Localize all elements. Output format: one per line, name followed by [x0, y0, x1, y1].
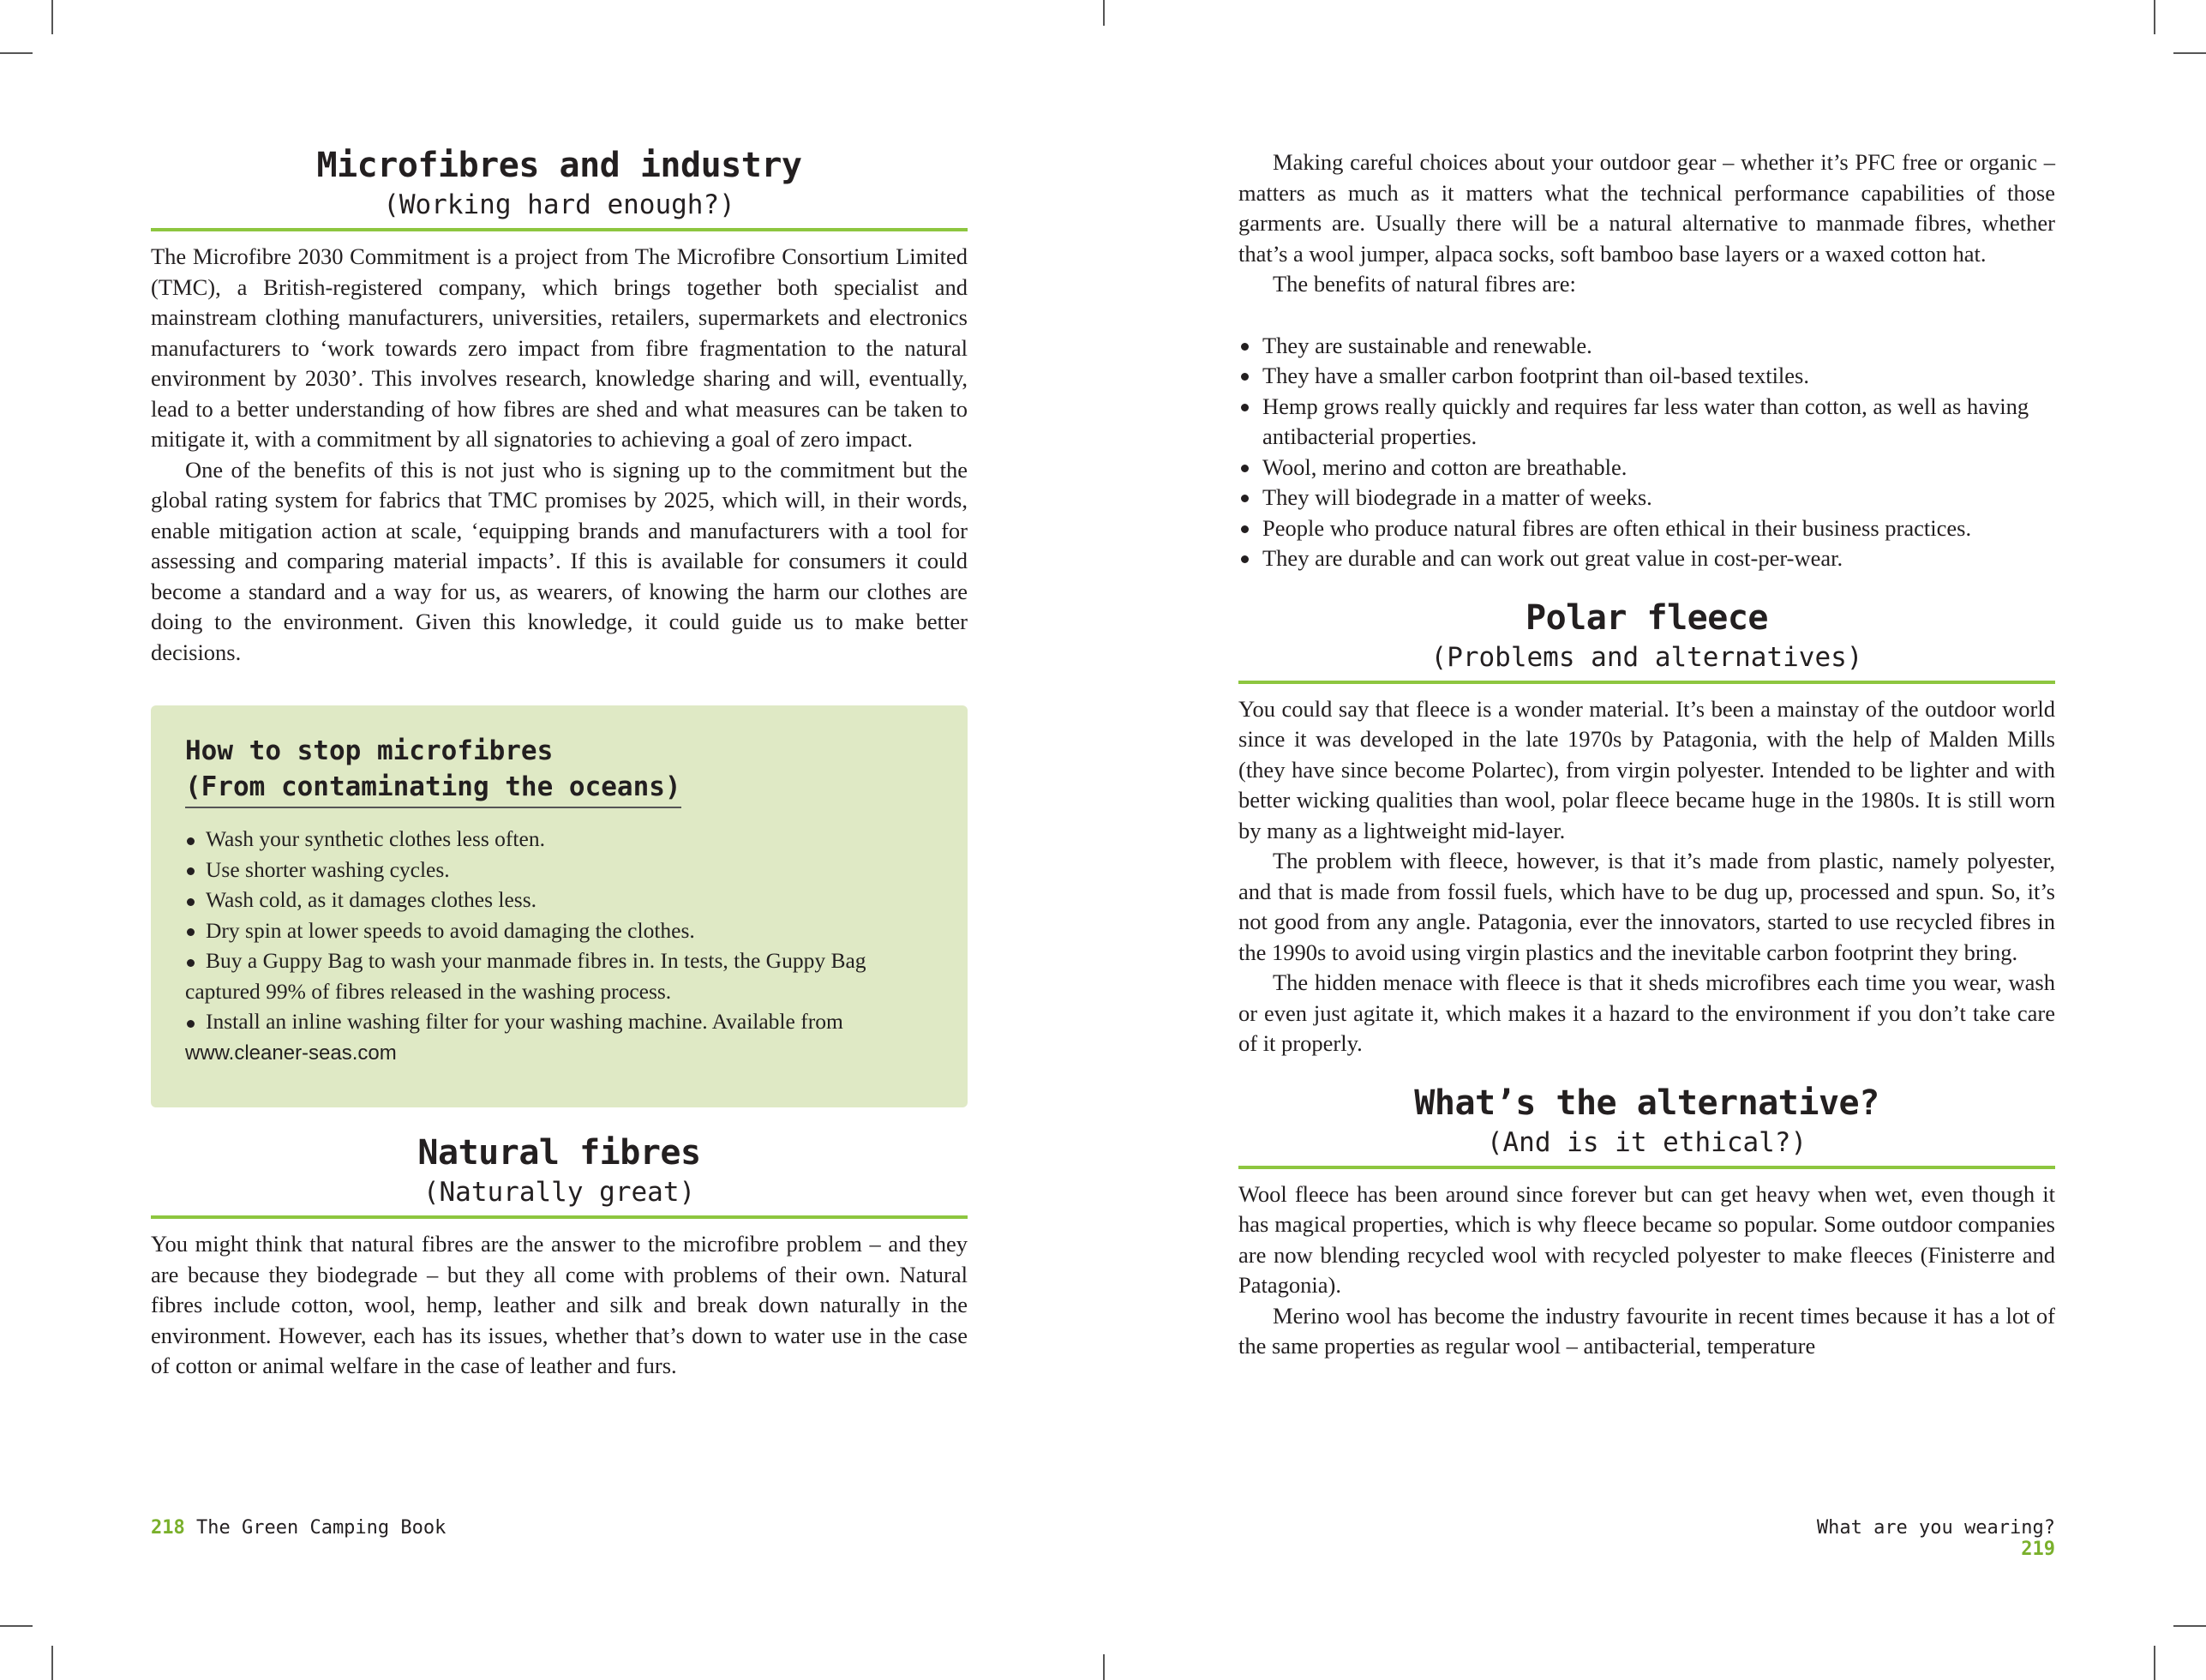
section-heading: [1238, 1082, 2055, 1161]
page-number: 218: [151, 1517, 185, 1539]
bullet-icon: [185, 855, 206, 885]
paragraph: The hidden menace with fleece is that it sheds microfibres each time you wear, wash or even just agitate it, which makes it a hazard to the environment if you don’t take care of it properly.: [1238, 969, 2055, 1056]
running-title: The Green Camping Book: [196, 1517, 447, 1539]
section-subtitle: (Problems and alternatives): [1430, 641, 1863, 673]
list-item: Hemp grows really quickly and requires far less water than cotton, as well as having antibacterial properties.: [1238, 392, 2055, 453]
list-item: They are sustainable and renewable.: [1238, 331, 2055, 362]
paragraph: You might think that natural fibres are the answer to the microfibre problem – and they are because they biodegrade – but they all come with problems of their own. Natural fibres include cotton, wool, hemp, leather and silk and break down naturally in the environment. However, each has its issues, whether that’s down to water use in the case of cotton or animal welfare in the case of leather and furs.: [151, 1231, 968, 1378]
paragraph: The Microfibre 2030 Commitment is a project from The Microfibre Consortium Limited (TMC), a British-registered company, which brings together both specialist and mainstream clothing manufacturers, universities, retailers, supermarkets and electronics manufacturers to ‘work towards zero impact from fibre fragmentation to the natural environment by 2030’. This involves research, knowledge sharing and will, eventually, lead to a better understanding of how fibres are shed and what measures can be taken to mitigate it, with a commitment by all signatories to achieving a goal of zero impact.: [151, 243, 968, 452]
bullet-icon: [185, 824, 206, 855]
bullet-icon: [185, 885, 206, 915]
paragraph: One of the benefits of this is not just who is signing up to the commitment but the global rating system for fabrics that TMC promises by 2025, which will, in their words, enable mitigation action at scale, ‘equipping brands and manufacturers with a tool for assessing and comparing material impacts’. If this is available for consumers it could become a standard and a way for us, as wearers, of knowing the harm our clothes are doing to the environment. Given this knowledge, it could guide us to make better decisions.: [151, 456, 968, 665]
list-item: They are durable and can work out great value in cost-per-wear.: [1238, 543, 2055, 574]
paragraph: Merino wool has become the industry favourite in recent times because it has a lot of the same properties as regular wool – antibacterial, temperature: [1238, 1302, 2055, 1359]
list-item: They will biodegrade in a matter of weeks.: [1238, 483, 2055, 513]
paragraph: Wool fleece has been around since forever but can get heavy when wet, even though it has magical properties, which is why fleece became so popular. Some outdoor companies are now blending recycled wool with recycled polyester to make fleeces (Finisterre and Patagonia).: [1238, 1180, 2055, 1298]
section-subtitle: (And is it ethical?): [1486, 1126, 1807, 1158]
tip-box-subtitle: (From contaminating the oceans): [185, 771, 681, 802]
section-heading: [151, 144, 968, 223]
section-subtitle: (Working hard enough?): [383, 189, 735, 220]
section-title: What’s the alternative?: [1414, 1083, 1879, 1123]
page-footer: [151, 1517, 446, 1539]
paragraph: The benefits of natural fibres are:: [1273, 271, 1576, 297]
section-title: Natural fibres: [417, 1133, 701, 1173]
list-item: Wash your synthetic clothes less often.: [185, 824, 933, 855]
green-rule: [1238, 1166, 2055, 1169]
left-column: [151, 144, 968, 1382]
benefits-list: [1238, 331, 2055, 574]
section-heading: [151, 1131, 968, 1210]
list-item: Use shorter washing cycles.: [185, 855, 933, 885]
right-column: [1238, 147, 2055, 1362]
page-number: 219: [2021, 1539, 2055, 1560]
list-item: Buy a Guppy Bag to wash your manmade fibres in. In tests, the Guppy Bag captured 99% of fibres released in the washing process.: [185, 945, 933, 1006]
list-item: They have a smaller carbon footprint than oil-based textiles.: [1238, 361, 2055, 392]
section-title: Microfibres and industry: [316, 146, 802, 185]
tip-list: [185, 824, 933, 1068]
paragraph: Making careful choices about your outdoor gear – whether it’s PFC free or organic – matters as much as it matters what the technical performance capabilities of those garments are. Usually there will be a natural alternative to manmade fibres, whether that’s a wool jumper, alpaca socks, soft bamboo base layers or a waxed cotton hat.: [1238, 149, 2055, 267]
section-heading: [1238, 597, 2055, 675]
green-rule: [151, 228, 968, 231]
list-item: Wool, merino and cotton are breathable.: [1238, 453, 2055, 483]
paragraph: The problem with fleece, however, is that it’s made from plastic, namely polyester, and that is made from fossil fuels, which have to be dug up, processed and spun. So, it’s not good from any angle. Patagonia, ever the innovators, started to use recycled fibres in the 1990s to avoid using virgin plastics and the inevitable carbon footprint they bring.: [1238, 848, 2055, 965]
paragraph: You could say that fleece is a wonder material. It’s been a mainstay of the outdoor world since it was developed in the late 1970s by Patagonia, with the help of Malden Mills (they have since become Polartec), from virgin polyester. Intended to be lighter and with better wicking qualities than wool, polar fleece became huge in the 1980s. It is still worn by many as a lightweight mid-layer.: [1238, 695, 2055, 843]
page-footer: [1783, 1517, 2055, 1560]
green-rule: [1238, 681, 2055, 684]
tip-box-title: How to stop microfibres: [185, 735, 554, 766]
bullet-icon: [185, 915, 206, 946]
section-title: Polar fleece: [1526, 597, 1768, 638]
bullet-icon: [185, 1006, 206, 1037]
tip-box: [151, 705, 968, 1107]
list-item: People who produce natural fibres are often ethical in their business practices.: [1238, 513, 2055, 544]
section-subtitle: (Naturally great): [423, 1177, 696, 1208]
green-rule: [151, 1215, 968, 1219]
url-link[interactable]: www.cleaner-seas.com: [185, 1041, 397, 1065]
list-item: Wash cold, as it damages clothes less.: [185, 885, 933, 915]
list-item: Install an inline washing filter for your washing machine. Available from www.cleaner-seas.com: [185, 1006, 933, 1068]
running-title: What are you wearing?: [1816, 1517, 2055, 1539]
list-item: Dry spin at lower speeds to avoid damaging the clothes.: [185, 915, 933, 946]
tip-box-heading: [185, 733, 681, 808]
bullet-icon: [185, 945, 206, 976]
